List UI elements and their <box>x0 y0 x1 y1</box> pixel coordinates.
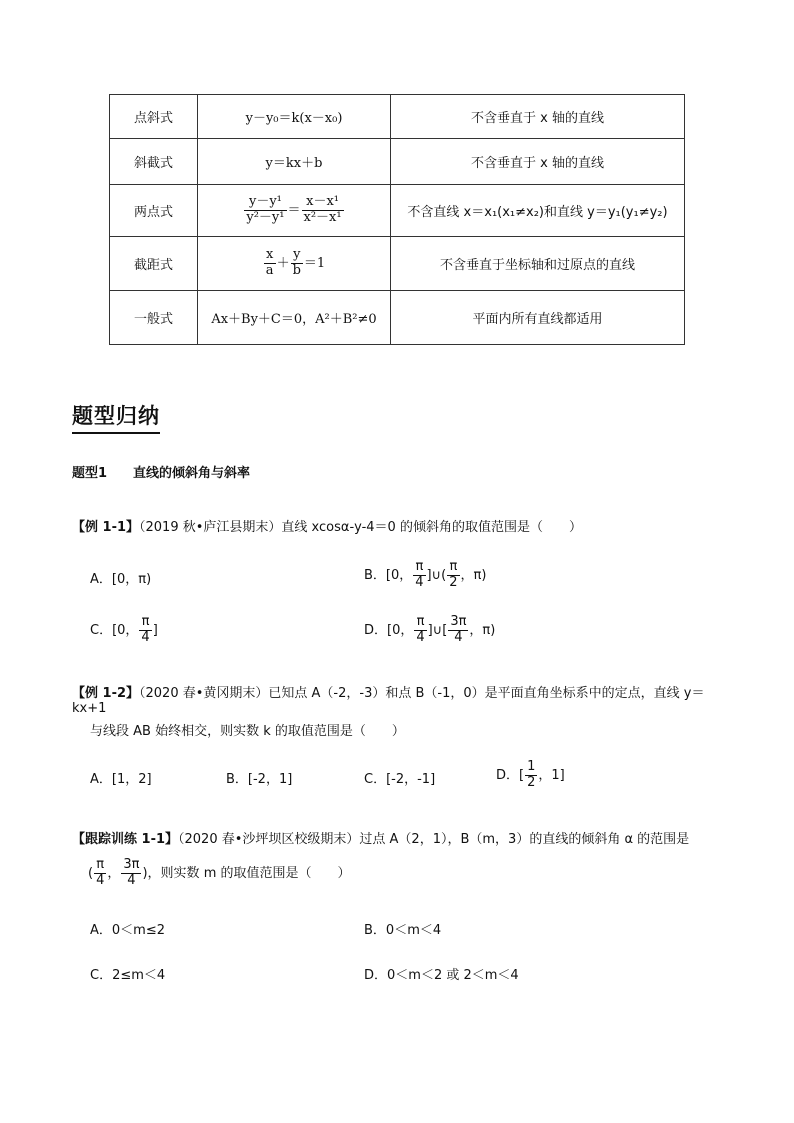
fraction-numerator: y <box>291 248 303 264</box>
form-condition: 不含直线 x＝x₁(x₁≠x₂)和直线 y＝y₁(y₁≠y₂) <box>391 185 685 237</box>
practice-text: )，则实数 m 的取值范围是（ ） <box>142 865 351 881</box>
form-name: 斜截式 <box>110 139 198 185</box>
example-1-2-stem-line2: 与线段 AB 始终相交，则实数 k 的取值范围是（ ） <box>90 724 405 739</box>
example-1-2-stem <box>72 682 732 716</box>
option-text: ] <box>152 622 158 638</box>
option-text: ]∪( <box>426 567 447 583</box>
fraction-denominator: 4 <box>127 872 136 888</box>
example-text: （2020 春•黄冈期末）已知点 A（-2，-3）和点 B（-1，0）是平面直角坐标系中的定点，直线 y＝kx+1 <box>72 686 705 716</box>
option-a: A．[1，2] <box>90 772 152 787</box>
table-row <box>110 237 685 291</box>
option-c <box>90 615 158 646</box>
option-text: B．[0， <box>364 567 413 583</box>
fraction-numerator: 3π <box>123 857 140 872</box>
form-formula: $\frac{\text{y－y¹}}{\text{y²－y¹}}$ ＝ $\frac{\text{x－x¹}}{\text{x²－x¹}}$ <box>198 185 391 237</box>
option-d <box>364 615 495 646</box>
fraction-left <box>244 195 286 226</box>
fraction-denominator: a <box>265 263 274 278</box>
fraction-numerator: y－y¹ <box>244 195 286 211</box>
option-b: B．[-2，1] <box>226 772 293 787</box>
line-equation-forms-table <box>109 94 685 345</box>
table-row <box>110 185 685 237</box>
fraction-numerator: π <box>447 560 459 576</box>
option-text: ，π) <box>469 622 496 638</box>
table-row <box>110 95 685 139</box>
fraction-denominator: 2 <box>527 774 536 790</box>
form-formula: y－y₀＝k(x－x₀) <box>198 95 391 139</box>
fraction-numerator: π <box>413 560 425 576</box>
table-row <box>110 291 685 345</box>
fraction-numerator: 1 <box>527 759 536 774</box>
practice-1-1-stem <box>72 828 752 847</box>
form-formula: Ax＋By＋C＝0，A²＋B²≠0 <box>198 291 391 345</box>
practice-text: （2020 春•沙坪坝区校级期末）过点 A（2，1），B（m，3）的直线的倾斜角 α 的范围是 <box>178 832 690 847</box>
form-name: 一般式 <box>110 291 198 345</box>
table-row <box>110 139 685 185</box>
option-text: D．[ <box>496 767 525 783</box>
fraction-denominator: y²－y¹ <box>246 210 285 225</box>
option-b <box>364 560 486 591</box>
fraction-denominator: b <box>292 263 301 278</box>
fraction-numerator: x <box>264 248 276 264</box>
form-name: 点斜式 <box>110 95 198 139</box>
fraction-numerator: π <box>139 615 151 631</box>
form-name: 截距式 <box>110 237 198 291</box>
example-text: （2019 秋•庐江县期末）直线 xcosα-y-4＝0 的倾斜角的取值范围是（ ） <box>139 520 582 535</box>
form-condition: 不含垂直于 x 轴的直线 <box>391 95 685 139</box>
fraction-y-over-b <box>291 248 303 279</box>
form-formula: $\frac{x}{a}$ ＋ $\frac{y}{b}$ ＝1 <box>198 237 391 291</box>
option-text: ，1] <box>538 767 565 783</box>
form-formula: y＝kx＋b <box>198 139 391 185</box>
option-b: B．0＜m＜4 <box>364 923 442 938</box>
option-text: ]∪[ <box>427 622 448 638</box>
fraction-denominator: x²－x¹ <box>303 210 342 225</box>
option-text: ，π) <box>460 567 487 583</box>
fraction-x-over-a <box>264 248 276 279</box>
type-title: 题型1 直线的倾斜角与斜率 <box>72 466 251 481</box>
fraction-denominator: 2 <box>449 574 458 590</box>
practice-1-1-stem-line2 <box>88 858 351 889</box>
form-condition: 不含垂直于 x 轴的直线 <box>391 139 685 185</box>
practice-text: ( <box>88 865 94 881</box>
option-c: C．2≤m＜4 <box>90 968 166 983</box>
option-text: D．[0， <box>364 622 414 638</box>
fraction-numerator: π <box>94 858 106 874</box>
option-a: A．[0，π) <box>90 572 152 587</box>
form-condition: 不含垂直于坐标轴和过原点的直线 <box>391 237 685 291</box>
form-name: 两点式 <box>110 185 198 237</box>
fraction-numerator: x－x¹ <box>302 195 344 211</box>
option-d: D．0＜m＜2 或 2＜m＜4 <box>364 968 519 983</box>
option-d <box>496 760 565 791</box>
section-title: 题型归纳 <box>72 400 160 434</box>
form-condition: 平面内所有直线都适用 <box>391 291 685 345</box>
fraction-denominator: 4 <box>454 629 463 645</box>
option-text: C．[0， <box>90 622 139 638</box>
practice-text: ， <box>107 865 121 881</box>
fraction-denominator: 4 <box>416 629 425 645</box>
practice-label: 【跟踪训练 1-1】 <box>72 832 179 847</box>
example-1-1-stem <box>72 516 582 535</box>
fraction-denominator: 4 <box>96 872 105 888</box>
example-label: 【例 1-2】 <box>72 686 140 701</box>
fraction-numerator: 3π <box>450 614 467 629</box>
equation-rhs: ＝1 <box>303 256 326 271</box>
fraction-numerator: π <box>414 615 426 631</box>
option-a: A．0＜m≤2 <box>90 923 165 938</box>
fraction-denominator: 4 <box>415 574 424 590</box>
fraction-right <box>302 195 344 226</box>
fraction-denominator: 4 <box>141 629 150 645</box>
example-label: 【例 1-1】 <box>72 520 140 535</box>
option-c: C．[-2，-1] <box>364 772 436 787</box>
